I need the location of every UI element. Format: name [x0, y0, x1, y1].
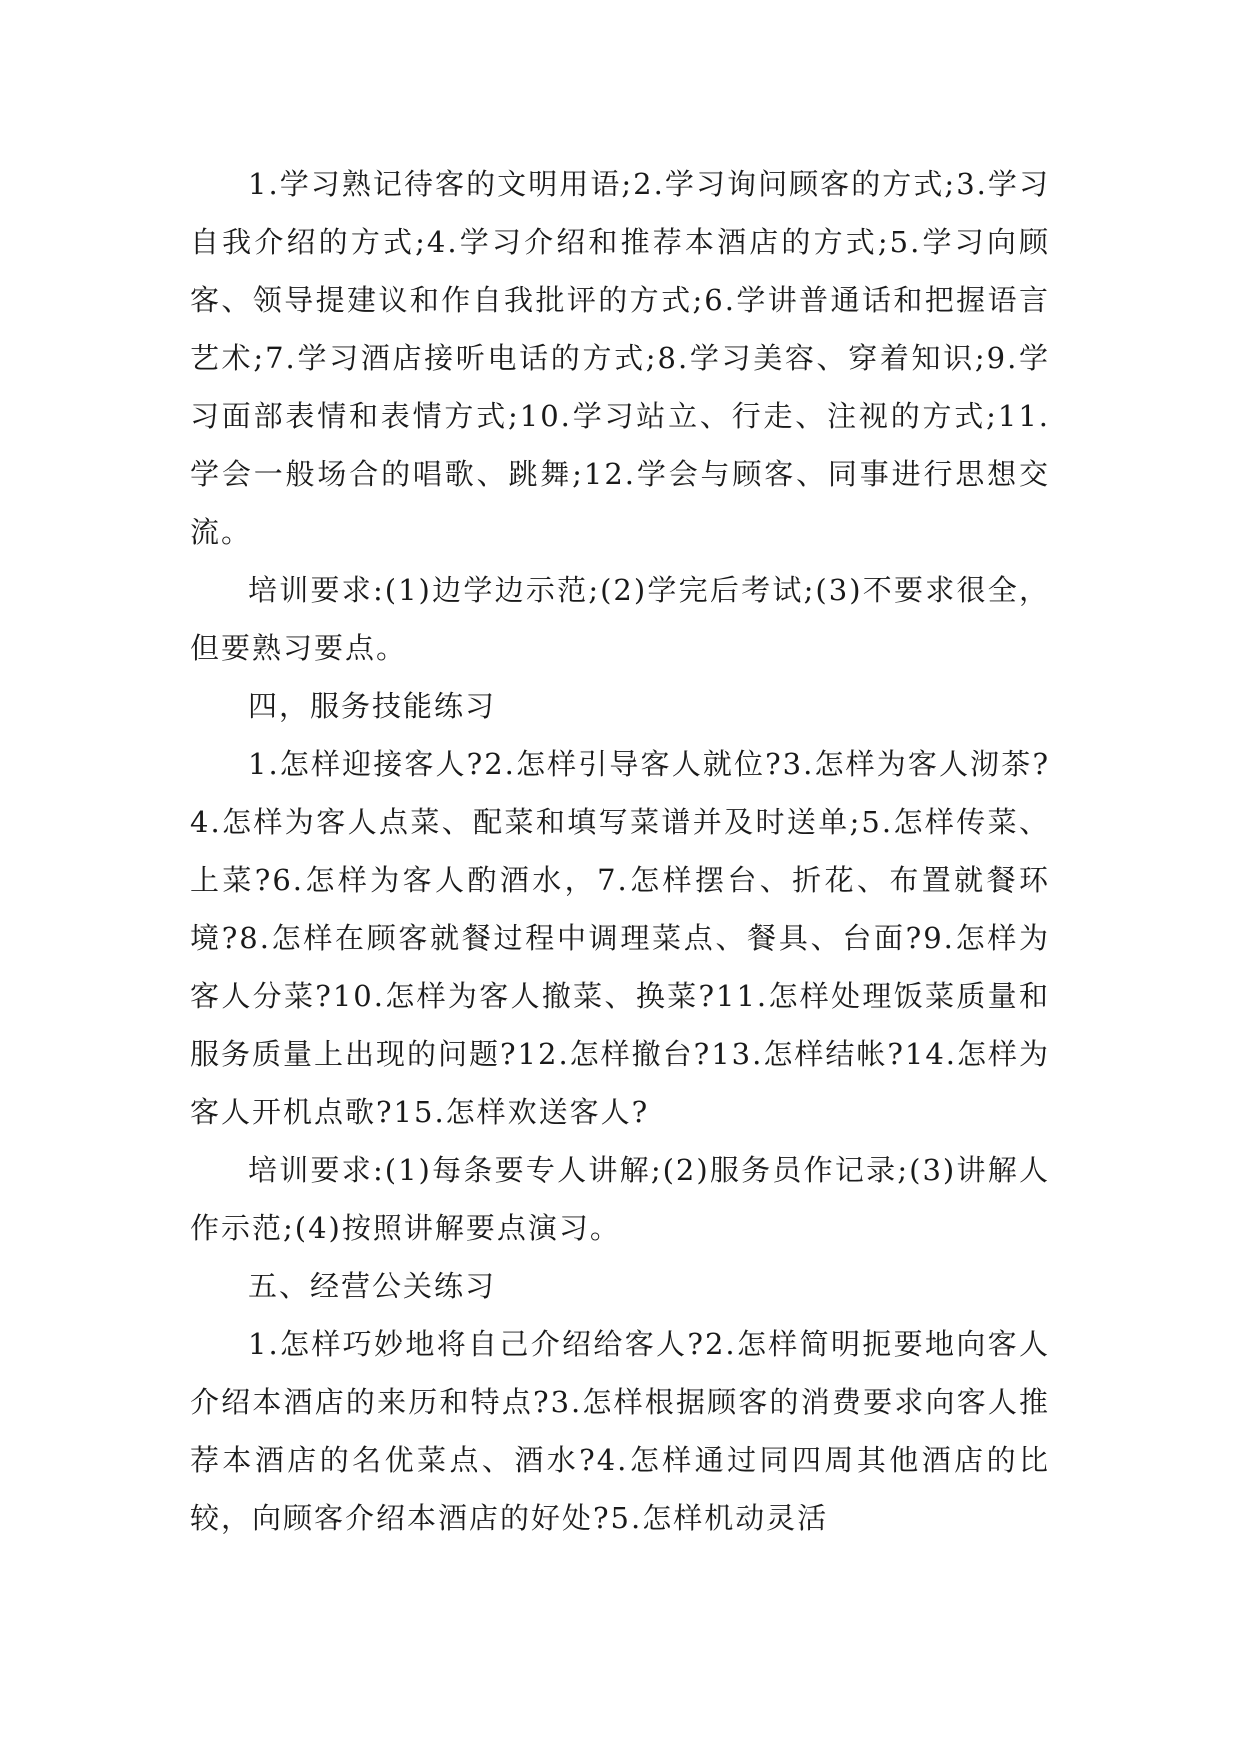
paragraph-service-skills-list: 1.怎样迎接客人?2.怎样引导客人就位?3.怎样为客人沏茶?4.怎样为客人点菜、配菜和填写菜谱并及时送单;5.怎样传菜、上菜?6.怎样为客人酌酒水，7.怎样摆台、折花、布置就餐环境?8.怎样在顾客就餐过程中调理菜点、餐具、台面?9.怎样为客人分菜?10.怎样为客人撤菜、换菜?11.怎样处理饭菜质量和服务质量上出现的问题?12.怎样撤台?13.怎样结帐?14.怎样为客人开机点歌?15.怎样欢送客人? [190, 747, 1051, 1129]
paragraph-training-requirements-1: 培训要求:(1)边学边示范;(2)学完后考试;(3)不要求很全，但要熟习要点。 [190, 573, 1050, 665]
paragraph-business-pr-list: 1.怎样巧妙地将自己介绍给客人?2.怎样简明扼要地向客人介绍本酒店的来历和特点?3.怎样根据顾客的消费要求向客人推荐本酒店的名优菜点、酒水?4.怎样通过同四周其他酒店的比较，向顾客介绍本酒店的好处?5.怎样机动灵活 [190, 1327, 1050, 1535]
paragraph-etiquette-list: 1.学习熟记待客的文明用语;2.学习询问顾客的方式;3.学习自我介绍的方式;4.学习介绍和推荐本酒店的方式;5.学习向顾客、领导提建议和作自我批评的方式;6.学讲普通话和把握语言艺术;7.学习酒店接听电话的方式;8.学习美容、穿着知识;9.学习面部表情和表情方式;10.学习站立、行走、注视的方式;11.学会一般场合的唱歌、跳舞;12.学会与顾客、同事进行思想交流。 [190, 167, 1050, 549]
paragraph-training-requirements-2: 培训要求:(1)每条要专人讲解;(2)服务员作记录;(3)讲解人作示范;(4)按照讲解要点演习。 [190, 1153, 1050, 1245]
document-body [190, 155, 1050, 1547]
section-heading-business-pr: 五、经营公关练习 [248, 1269, 497, 1303]
section-heading-service-skills: 四，服务技能练习 [248, 689, 497, 723]
